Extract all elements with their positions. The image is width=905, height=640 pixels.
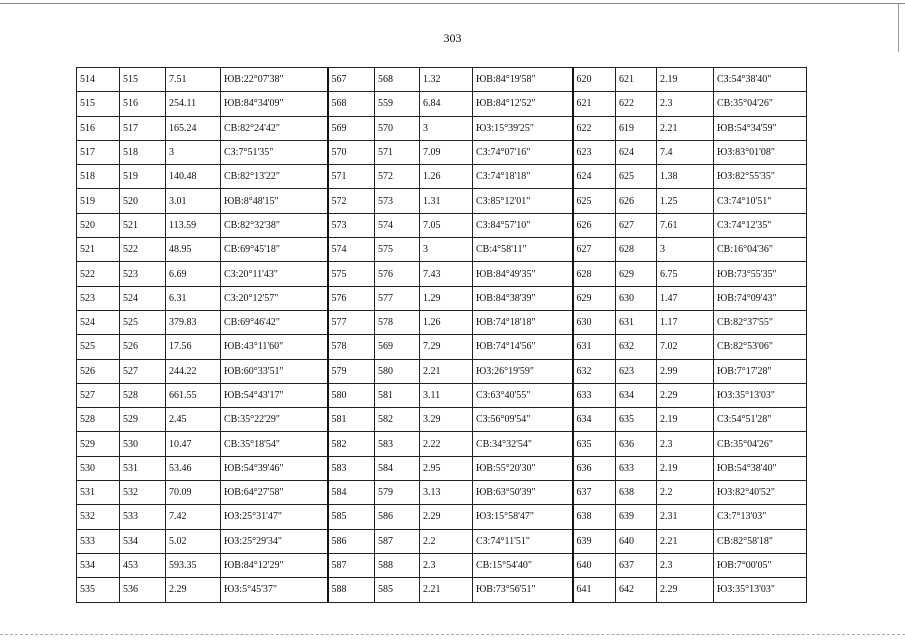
- cell-bearing-group-1: ЮЗ:5°45'37": [221, 578, 328, 602]
- cell-bearing-group-3: ЮЗ:83°01'08": [714, 140, 807, 164]
- cell-bearing-group-1: ЮВ:8°48'15": [221, 189, 328, 213]
- cell-distance-group-3: 6.75: [657, 262, 714, 286]
- cell-from-point-group-3: 620: [573, 68, 616, 92]
- cell-from-point-group-3: 622: [573, 116, 616, 140]
- cell-distance-group-2: 7.09: [420, 140, 473, 164]
- cell-from-point-group-2: 579: [328, 359, 375, 383]
- cell-distance-group-1: 661.55: [166, 383, 221, 407]
- table-row: [77, 432, 807, 456]
- cell-to-point-group-2: 575: [375, 238, 420, 262]
- table-row: [77, 408, 807, 432]
- cell-distance-group-2: 3: [420, 238, 473, 262]
- cell-from-point-group-3: 625: [573, 189, 616, 213]
- cell-from-point-group-2: 587: [328, 553, 375, 577]
- cell-from-point-group-1: 531: [77, 481, 120, 505]
- cell-from-point-group-2: 567: [328, 68, 375, 92]
- cell-distance-group-1: 113.59: [166, 213, 221, 237]
- cell-to-point-group-1: 453: [120, 553, 166, 577]
- cell-bearing-group-3: СВ:82°58'18": [714, 529, 807, 553]
- cell-to-point-group-3: 624: [616, 140, 657, 164]
- cell-bearing-group-2: СВ:4°58'11": [473, 238, 573, 262]
- cell-to-point-group-3: 622: [616, 92, 657, 116]
- cell-to-point-group-1: 528: [120, 383, 166, 407]
- cell-distance-group-1: 379.83: [166, 310, 221, 334]
- cell-distance-group-2: 2.21: [420, 359, 473, 383]
- cell-bearing-group-1: ЮВ:54°39'46": [221, 456, 328, 480]
- cell-bearing-group-1: СВ:82°24'42": [221, 116, 328, 140]
- table-row: [77, 553, 807, 577]
- cell-from-point-group-1: 534: [77, 553, 120, 577]
- cell-distance-group-1: 6.69: [166, 262, 221, 286]
- cell-bearing-group-2: ЮВ:84°12'52": [473, 92, 573, 116]
- cell-bearing-group-3: СЗ:54°51'28": [714, 408, 807, 432]
- table-row: [77, 68, 807, 92]
- cell-distance-group-1: 593.35: [166, 553, 221, 577]
- cell-bearing-group-3: ЮВ:7°17'28": [714, 359, 807, 383]
- cell-from-point-group-3: 641: [573, 578, 616, 602]
- cell-bearing-group-1: ЮВ:22°07'38": [221, 68, 328, 92]
- cell-to-point-group-3: 631: [616, 310, 657, 334]
- cell-to-point-group-2: 579: [375, 481, 420, 505]
- cell-from-point-group-1: 518: [77, 165, 120, 189]
- cell-bearing-group-3: СВ:16°04'36": [714, 238, 807, 262]
- table-row: [77, 116, 807, 140]
- cell-to-point-group-3: 633: [616, 456, 657, 480]
- cell-bearing-group-3: ЮЗ:82°55'35": [714, 165, 807, 189]
- cell-bearing-group-1: СВ:35°22'29": [221, 408, 328, 432]
- cell-from-point-group-1: 523: [77, 286, 120, 310]
- cell-distance-group-1: 7.42: [166, 505, 221, 529]
- cell-to-point-group-1: 530: [120, 432, 166, 456]
- cell-bearing-group-3: СЗ:74°10'51": [714, 189, 807, 213]
- cell-to-point-group-2: 585: [375, 578, 420, 602]
- table-row: [77, 359, 807, 383]
- cell-distance-group-2: 1.31: [420, 189, 473, 213]
- table-row: [77, 529, 807, 553]
- cell-to-point-group-1: 518: [120, 140, 166, 164]
- cell-bearing-group-1: ЮВ:43°11'60": [221, 335, 328, 359]
- cell-to-point-group-2: 584: [375, 456, 420, 480]
- cell-bearing-group-2: СЗ:74°18'18": [473, 165, 573, 189]
- cell-distance-group-3: 7.02: [657, 335, 714, 359]
- cell-bearing-group-2: СЗ:85°12'01": [473, 189, 573, 213]
- cell-bearing-group-1: СВ:82°32'38": [221, 213, 328, 237]
- cell-to-point-group-2: 576: [375, 262, 420, 286]
- cell-bearing-group-1: ЮВ:84°34'09": [221, 92, 328, 116]
- table-row: [77, 286, 807, 310]
- cell-bearing-group-2: ЮВ:84°19'58": [473, 68, 573, 92]
- cell-to-point-group-1: 524: [120, 286, 166, 310]
- cell-to-point-group-3: 626: [616, 189, 657, 213]
- cell-bearing-group-1: ЮВ:54°43'17": [221, 383, 328, 407]
- cell-to-point-group-3: 621: [616, 68, 657, 92]
- cell-distance-group-1: 165.24: [166, 116, 221, 140]
- cell-distance-group-3: 2.21: [657, 116, 714, 140]
- cell-from-point-group-3: 640: [573, 553, 616, 577]
- cell-to-point-group-2: 572: [375, 165, 420, 189]
- cell-from-point-group-3: 628: [573, 262, 616, 286]
- cell-bearing-group-3: ЮЗ:82°40'52": [714, 481, 807, 505]
- cell-from-point-group-2: 577: [328, 310, 375, 334]
- table-row: [77, 92, 807, 116]
- cell-from-point-group-2: 576: [328, 286, 375, 310]
- cell-distance-group-3: 1.38: [657, 165, 714, 189]
- cell-from-point-group-3: 639: [573, 529, 616, 553]
- cell-from-point-group-1: 532: [77, 505, 120, 529]
- cell-bearing-group-3: ЮВ:7°00'05": [714, 553, 807, 577]
- cell-to-point-group-1: 525: [120, 310, 166, 334]
- cell-distance-group-3: 2.21: [657, 529, 714, 553]
- cell-distance-group-3: 2.29: [657, 578, 714, 602]
- cell-to-point-group-3: 628: [616, 238, 657, 262]
- cell-to-point-group-1: 526: [120, 335, 166, 359]
- coordinates-table: [76, 67, 807, 603]
- cell-to-point-group-2: 574: [375, 213, 420, 237]
- cell-bearing-group-2: СЗ:74°07'16": [473, 140, 573, 164]
- cell-to-point-group-2: 582: [375, 408, 420, 432]
- cell-bearing-group-3: ЮВ:54°38'40": [714, 456, 807, 480]
- cell-to-point-group-2: 587: [375, 529, 420, 553]
- cell-bearing-group-2: ЮВ:74°18'18": [473, 310, 573, 334]
- cell-distance-group-3: 2.19: [657, 408, 714, 432]
- cell-distance-group-2: 1.26: [420, 310, 473, 334]
- cell-distance-group-1: 3.01: [166, 189, 221, 213]
- cell-to-point-group-3: 637: [616, 553, 657, 577]
- cell-to-point-group-2: 583: [375, 432, 420, 456]
- cell-distance-group-2: 2.22: [420, 432, 473, 456]
- cell-from-point-group-3: 629: [573, 286, 616, 310]
- cell-from-point-group-3: 626: [573, 213, 616, 237]
- cell-from-point-group-1: 527: [77, 383, 120, 407]
- cell-to-point-group-1: 516: [120, 92, 166, 116]
- cell-bearing-group-2: ЮВ:84°49'35": [473, 262, 573, 286]
- cell-from-point-group-3: 636: [573, 456, 616, 480]
- cell-bearing-group-2: СЗ:56°09'54": [473, 408, 573, 432]
- bottom-rule: [0, 634, 905, 635]
- cell-to-point-group-2: 586: [375, 505, 420, 529]
- cell-bearing-group-1: СЗ:20°12'57": [221, 286, 328, 310]
- cell-distance-group-3: 1.47: [657, 286, 714, 310]
- cell-distance-group-2: 1.26: [420, 165, 473, 189]
- cell-to-point-group-2: 559: [375, 92, 420, 116]
- cell-from-point-group-2: 580: [328, 383, 375, 407]
- cell-to-point-group-1: 533: [120, 505, 166, 529]
- cell-bearing-group-3: СЗ:7°13'03": [714, 505, 807, 529]
- cell-from-point-group-1: 529: [77, 432, 120, 456]
- cell-from-point-group-1: 515: [77, 92, 120, 116]
- cell-from-point-group-3: 632: [573, 359, 616, 383]
- cell-distance-group-2: 2.95: [420, 456, 473, 480]
- cell-to-point-group-1: 534: [120, 529, 166, 553]
- cell-from-point-group-3: 635: [573, 432, 616, 456]
- cell-to-point-group-1: 521: [120, 213, 166, 237]
- table-body: [77, 68, 807, 603]
- cell-from-point-group-3: 624: [573, 165, 616, 189]
- cell-from-point-group-2: 583: [328, 456, 375, 480]
- page-number: 303: [443, 31, 462, 45]
- cell-bearing-group-2: ЮВ:55°20'30": [473, 456, 573, 480]
- cell-from-point-group-1: 521: [77, 238, 120, 262]
- cell-bearing-group-1: ЮВ:60°33'51": [221, 359, 328, 383]
- cell-from-point-group-1: 535: [77, 578, 120, 602]
- cell-from-point-group-1: 520: [77, 213, 120, 237]
- cell-from-point-group-1: 517: [77, 140, 120, 164]
- cell-bearing-group-1: СВ:69°45'18": [221, 238, 328, 262]
- cell-to-point-group-1: 515: [120, 68, 166, 92]
- cell-from-point-group-1: 525: [77, 335, 120, 359]
- cell-distance-group-3: 1.17: [657, 310, 714, 334]
- cell-to-point-group-3: 630: [616, 286, 657, 310]
- cell-to-point-group-2: 580: [375, 359, 420, 383]
- cell-distance-group-3: 2.3: [657, 432, 714, 456]
- cell-bearing-group-2: ЮВ:63°50'39": [473, 481, 573, 505]
- cell-distance-group-2: 7.43: [420, 262, 473, 286]
- cell-to-point-group-1: 517: [120, 116, 166, 140]
- cell-distance-group-1: 5.02: [166, 529, 221, 553]
- cell-from-point-group-2: 574: [328, 238, 375, 262]
- cell-distance-group-2: 7.05: [420, 213, 473, 237]
- cell-from-point-group-3: 637: [573, 481, 616, 505]
- cell-from-point-group-2: 571: [328, 165, 375, 189]
- table-row: [77, 335, 807, 359]
- cell-bearing-group-2: ЮВ:73°56'51": [473, 578, 573, 602]
- cell-distance-group-3: 2.99: [657, 359, 714, 383]
- cell-distance-group-1: 10.47: [166, 432, 221, 456]
- cell-bearing-group-3: ЮВ:73°55'35": [714, 262, 807, 286]
- cell-to-point-group-3: 636: [616, 432, 657, 456]
- cell-from-point-group-2: 570: [328, 140, 375, 164]
- cell-from-point-group-1: 519: [77, 189, 120, 213]
- cell-distance-group-3: 2.2: [657, 481, 714, 505]
- cell-distance-group-2: 7.29: [420, 335, 473, 359]
- table-row: [77, 165, 807, 189]
- cell-distance-group-3: 2.19: [657, 68, 714, 92]
- cell-bearing-group-2: ЮВ:84°38'39": [473, 286, 573, 310]
- cell-to-point-group-3: 635: [616, 408, 657, 432]
- cell-bearing-group-2: СЗ:63°40'55": [473, 383, 573, 407]
- cell-to-point-group-2: 578: [375, 310, 420, 334]
- cell-to-point-group-3: 625: [616, 165, 657, 189]
- cell-bearing-group-3: СВ:82°37'55": [714, 310, 807, 334]
- cell-bearing-group-1: ЮЗ:25°31'47": [221, 505, 328, 529]
- cell-distance-group-1: 3: [166, 140, 221, 164]
- cell-distance-group-1: 254.11: [166, 92, 221, 116]
- cell-to-point-group-2: 577: [375, 286, 420, 310]
- cell-distance-group-1: 244.22: [166, 359, 221, 383]
- cell-to-point-group-3: 642: [616, 578, 657, 602]
- cell-bearing-group-3: СВ:35°04'26": [714, 432, 807, 456]
- table-row: [77, 310, 807, 334]
- cell-bearing-group-1: СВ:69°46'42": [221, 310, 328, 334]
- cell-bearing-group-2: ЮЗ:15°39'25": [473, 116, 573, 140]
- cell-to-point-group-1: 527: [120, 359, 166, 383]
- cell-bearing-group-3: СЗ:54°38'40": [714, 68, 807, 92]
- cell-to-point-group-3: 623: [616, 359, 657, 383]
- cell-from-point-group-2: 588: [328, 578, 375, 602]
- cell-bearing-group-2: СЗ:74°11'51": [473, 529, 573, 553]
- cell-distance-group-2: 2.3: [420, 553, 473, 577]
- cell-distance-group-3: 3: [657, 238, 714, 262]
- cell-to-point-group-3: 627: [616, 213, 657, 237]
- cell-bearing-group-2: ЮЗ:26°19'59": [473, 359, 573, 383]
- cell-from-point-group-1: 522: [77, 262, 120, 286]
- cell-bearing-group-1: ЮВ:84°12'29": [221, 553, 328, 577]
- cell-bearing-group-3: ЮВ:54°34'59": [714, 116, 807, 140]
- cell-from-point-group-1: 530: [77, 456, 120, 480]
- cell-distance-group-1: 70.09: [166, 481, 221, 505]
- cell-distance-group-1: 140.48: [166, 165, 221, 189]
- cell-from-point-group-1: 514: [77, 68, 120, 92]
- cell-from-point-group-3: 634: [573, 408, 616, 432]
- cell-bearing-group-1: ЮЗ:25°29'34": [221, 529, 328, 553]
- top-rule: [0, 3, 905, 4]
- cell-distance-group-3: 2.3: [657, 553, 714, 577]
- cell-to-point-group-3: 619: [616, 116, 657, 140]
- cell-to-point-group-1: 520: [120, 189, 166, 213]
- cell-to-point-group-1: 529: [120, 408, 166, 432]
- table-row: [77, 140, 807, 164]
- cell-from-point-group-3: 638: [573, 505, 616, 529]
- cell-distance-group-1: 7.51: [166, 68, 221, 92]
- cell-to-point-group-3: 640: [616, 529, 657, 553]
- table-row: [77, 578, 807, 602]
- cell-to-point-group-2: 573: [375, 189, 420, 213]
- cell-to-point-group-2: 588: [375, 553, 420, 577]
- cell-distance-group-2: 2.21: [420, 578, 473, 602]
- cell-to-point-group-2: 571: [375, 140, 420, 164]
- cell-from-point-group-3: 631: [573, 335, 616, 359]
- cell-to-point-group-2: 568: [375, 68, 420, 92]
- cell-distance-group-1: 17.56: [166, 335, 221, 359]
- cell-distance-group-3: 2.19: [657, 456, 714, 480]
- cell-bearing-group-1: СЗ:7°51'35": [221, 140, 328, 164]
- cell-from-point-group-2: 581: [328, 408, 375, 432]
- cell-from-point-group-2: 584: [328, 481, 375, 505]
- cell-distance-group-2: 1.29: [420, 286, 473, 310]
- cell-bearing-group-2: СВ:15°54'40": [473, 553, 573, 577]
- cell-from-point-group-2: 572: [328, 189, 375, 213]
- cell-distance-group-1: 53.46: [166, 456, 221, 480]
- table-row: [77, 383, 807, 407]
- cell-to-point-group-1: 536: [120, 578, 166, 602]
- cell-to-point-group-3: 632: [616, 335, 657, 359]
- cell-to-point-group-3: 639: [616, 505, 657, 529]
- cell-to-point-group-3: 629: [616, 262, 657, 286]
- cell-bearing-group-2: СВ:34°32'54": [473, 432, 573, 456]
- cell-bearing-group-1: СВ:82°13'22": [221, 165, 328, 189]
- cell-from-point-group-2: 585: [328, 505, 375, 529]
- cell-distance-group-1: 2.45: [166, 408, 221, 432]
- cell-bearing-group-3: СВ:35°04'26": [714, 92, 807, 116]
- cell-distance-group-2: 2.29: [420, 505, 473, 529]
- cell-distance-group-3: 7.61: [657, 213, 714, 237]
- cell-from-point-group-3: 627: [573, 238, 616, 262]
- cell-to-point-group-2: 581: [375, 383, 420, 407]
- cell-distance-group-2: 3.11: [420, 383, 473, 407]
- cell-from-point-group-2: 582: [328, 432, 375, 456]
- cell-distance-group-2: 2.2: [420, 529, 473, 553]
- cell-distance-group-2: 3.29: [420, 408, 473, 432]
- cell-to-point-group-2: 569: [375, 335, 420, 359]
- cell-distance-group-1: 6.31: [166, 286, 221, 310]
- cell-from-point-group-2: 573: [328, 213, 375, 237]
- cell-from-point-group-2: 568: [328, 92, 375, 116]
- cell-from-point-group-1: 524: [77, 310, 120, 334]
- cell-distance-group-3: 1.25: [657, 189, 714, 213]
- table-row: [77, 238, 807, 262]
- cell-distance-group-3: 7.4: [657, 140, 714, 164]
- cell-bearing-group-2: ЮВ:74°14'56": [473, 335, 573, 359]
- cell-from-point-group-1: 526: [77, 359, 120, 383]
- table-row: [77, 213, 807, 237]
- cell-to-point-group-3: 638: [616, 481, 657, 505]
- cell-bearing-group-3: ЮВ:74°09'43": [714, 286, 807, 310]
- cell-bearing-group-3: ЮЗ:35°13'03": [714, 383, 807, 407]
- cell-bearing-group-2: ЮЗ:15°58'47": [473, 505, 573, 529]
- cell-from-point-group-1: 528: [77, 408, 120, 432]
- cell-distance-group-1: 48.95: [166, 238, 221, 262]
- cell-distance-group-2: 6.84: [420, 92, 473, 116]
- cell-distance-group-2: 3: [420, 116, 473, 140]
- cell-distance-group-3: 2.31: [657, 505, 714, 529]
- cell-bearing-group-3: ЮЗ:35°13'03": [714, 578, 807, 602]
- cell-distance-group-3: 2.3: [657, 92, 714, 116]
- cell-from-point-group-3: 633: [573, 383, 616, 407]
- cell-bearing-group-3: СВ:82°53'06": [714, 335, 807, 359]
- cell-bearing-group-2: СЗ:84°57'10": [473, 213, 573, 237]
- cell-from-point-group-1: 516: [77, 116, 120, 140]
- cell-from-point-group-1: 533: [77, 529, 120, 553]
- cell-from-point-group-2: 575: [328, 262, 375, 286]
- cell-distance-group-2: 3.13: [420, 481, 473, 505]
- cell-to-point-group-1: 531: [120, 456, 166, 480]
- cell-to-point-group-3: 634: [616, 383, 657, 407]
- cell-to-point-group-1: 532: [120, 481, 166, 505]
- cell-bearing-group-3: СЗ:74°12'35": [714, 213, 807, 237]
- cell-to-point-group-1: 523: [120, 262, 166, 286]
- cell-to-point-group-1: 522: [120, 238, 166, 262]
- cell-bearing-group-1: СВ:35°18'54": [221, 432, 328, 456]
- cell-from-point-group-3: 630: [573, 310, 616, 334]
- cell-from-point-group-2: 586: [328, 529, 375, 553]
- table-row: [77, 456, 807, 480]
- cell-distance-group-2: 1.32: [420, 68, 473, 92]
- table-row: [77, 262, 807, 286]
- table-row: [77, 481, 807, 505]
- cell-distance-group-1: 2.29: [166, 578, 221, 602]
- table-row: [77, 189, 807, 213]
- cell-to-point-group-2: 570: [375, 116, 420, 140]
- cell-to-point-group-1: 519: [120, 165, 166, 189]
- cell-from-point-group-2: 578: [328, 335, 375, 359]
- cell-from-point-group-3: 623: [573, 140, 616, 164]
- cell-bearing-group-1: ЮВ:64°27'58": [221, 481, 328, 505]
- cell-distance-group-3: 2.29: [657, 383, 714, 407]
- cell-from-point-group-2: 569: [328, 116, 375, 140]
- cell-bearing-group-1: СЗ:20°11'43": [221, 262, 328, 286]
- table-row: [77, 505, 807, 529]
- cell-from-point-group-3: 621: [573, 92, 616, 116]
